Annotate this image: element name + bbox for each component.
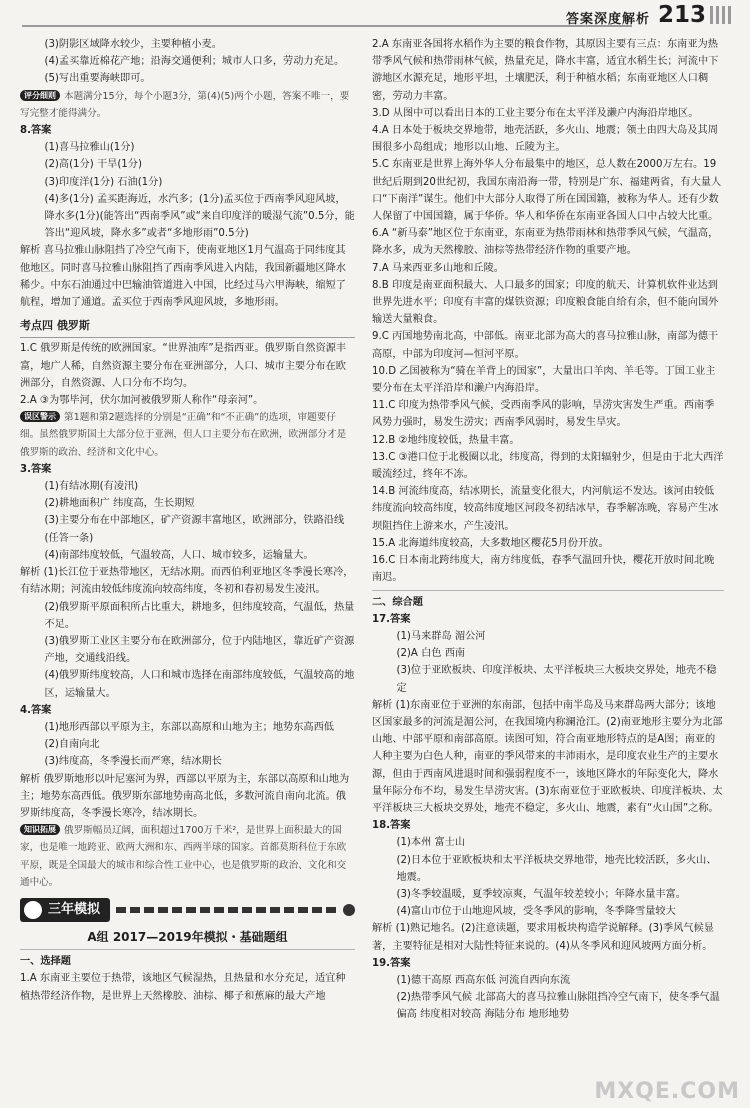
- page-header: [0, 0, 750, 32]
- answer-line: (4)富山市位于山地迎风坡，受冬季风的影响，冬季降雪量较大: [396, 906, 676, 918]
- section-banner: [20, 897, 355, 923]
- explanation: 解析 (1)熟记地名。(2)注意读题，要求用板块构造学说解释。(3)季风气候显著，主要特征是相对大陆性特征来说的。(4)从冬季风和迎风坡两方面分析。: [372, 923, 714, 952]
- answer-line: (3)冬季较温暖，夏季较凉爽，气温年较差较小；年降水量丰富。: [396, 888, 686, 900]
- answer-line: 8.B 印度是南亚面积最大、人口最多的国家；印度的航天、计算机软件业达到世界先进水平；印度有丰富的煤铁资源；印度粮食能自给有余，但不能向国外输送大量粮食。: [372, 279, 719, 326]
- answer-line: 11.C 印度为热带季风气候，受西南季风的影响，旱涝灾害发生严重。西南季风势力强时，易发生涝灾；西南季风弱时，易发生旱灾。: [372, 400, 715, 429]
- answer-line: (2)自南向北: [44, 739, 100, 751]
- answer-line: (2)热带季风气候 北部高大的喜马拉雅山脉阻挡冷空气南下，使冬季气温偏高 纬度相对较高 海陆分布 地形地势: [396, 992, 720, 1021]
- page-number: 213: [657, 2, 706, 28]
- answer-line: (1)马来群岛 湄公河: [396, 630, 486, 642]
- score-text: 本题满分15分，每个小题3分，第(4)(5)两个小题，答案不唯一，要写完整才能得满分。: [20, 90, 350, 119]
- question-head: 3.答案: [20, 463, 52, 475]
- explanation: (3)俄罗斯工业区主要分布在欧洲部分，位于内陆地区，靠近矿产资源产地，交通线沿线。: [44, 635, 355, 665]
- answer-line: 5.C 东南亚是世界上海外华人分布最集中的地区，总人数在2000万左右。19世纪后期到20世纪初，我国东南沿海一带，特别是广东、福建两省，有大量人口“下南洋”谋生。他们中大部分人取得了所在国国籍，被称为华人。还有少数人保留了中国国籍，属于华侨。华人和华侨在东南亚各国人口中占较大比重。: [372, 159, 722, 223]
- knowledge-text: 俄罗斯幅员辽阔，面积超过1700万千米²，是世界上面积最大的国家，也是唯一地跨亚、欧两大洲和东、西两半球的国家。首都莫斯科位于东欧平原，既是全国最大的城市和综合性工业中心，也是俄罗斯的政治、文化和交通中心。: [20, 825, 347, 888]
- explanation: 解析 喜马拉雅山脉阻挡了冷空气南下，使南亚地区1月气温高于同纬度其他地区。同时喜马拉雅山脉阻挡了西南季风进入内陆，我国新疆地区降水稀少。中东石油通过中巴输油管道进入中国，比经过马六甲海峡，缩短了航程，增加了通道。孟买位于西南季风迎风坡，多地形雨。: [20, 245, 346, 309]
- question-head: 8.答案: [20, 125, 52, 137]
- banner-end-decoration: [343, 904, 355, 916]
- question-head: 19.答案: [372, 957, 411, 969]
- score-tag: 评分细则: [20, 90, 60, 101]
- knowledge-tag: 知识拓展: [20, 824, 60, 835]
- header-rule: [22, 25, 632, 27]
- answer-line: 6.A “新马泰”地区位于东南亚，东南亚为热带雨林和热带季风气候，气温高，降水多，成为天然橡胶、油棕等热带经济作物的重要产地。: [372, 228, 719, 257]
- section-title: 考点四 俄罗斯: [20, 319, 90, 333]
- answer-line: 2.A ③为鄂毕河，伏尔加河被俄罗斯人称作“母亲河”。: [20, 395, 264, 407]
- answer-line: 2.A 东南亚各国将水稻作为主要的粮食作物，其原因主要有三点：东南亚为热带季风气候和热带雨林气候，热量充足，降水丰富，适宜水稻生长；河流中下游地区水源充足，地形平坦，土壤肥沃，利于种植水稻；东南亚地区人口稠密，劳动力丰富。: [372, 39, 719, 102]
- question-head: 17.答案: [372, 613, 411, 625]
- mascot-icon: [24, 901, 42, 919]
- explanation: 解析 俄罗斯地形以叶尼塞河为界，西部以平原为主，东部以高原和山地为主；地势东高西低。俄罗斯东部地势南高北低，多数河流自南向北流。俄罗斯纬度高，冬季漫长寒冷，结冰期长。: [20, 773, 350, 819]
- subsection-heading: 一、选择题: [20, 956, 71, 968]
- subsection-heading: 二、综合题: [372, 596, 423, 608]
- answer-line: 16.C 日本南北跨纬度大，南方纬度低，春季气温回升快，樱花开放时间北晚南迟。: [372, 555, 715, 584]
- left-column: [20, 36, 355, 1005]
- explanation: 解析 (1)东南亚位于亚洲的东南部，包括中南半岛及马来群岛两大部分；该地区国家最多的河流是湄公河，在我国境内称澜沧江。(2)南亚地形主要分为北部山地、中部平原和南部高原。读图可知，符合南亚地形特点的是A图；南亚的人种主要为白色人种，南亚的季风带来的丰沛雨水，是印度农业生产的主要水源，但由于西南风进退时间和强弱程度不一，该地区降水的年际变化大，降水量年际分布不均，易发生旱涝灾害。(3)东南亚位于亚欧板块、印度洋板块、太平洋板块三大板块交界处，地壳不稳定，多火山、地震，素有“火山国”之称。: [372, 699, 723, 814]
- knowledge-note: [20, 822, 355, 891]
- group-heading: A组 2017—2019年模拟・基础题组: [87, 929, 288, 944]
- answer-line: (3)阴影区域降水较少，主要种植小麦。: [44, 39, 222, 50]
- answer-line: (3)位于亚欧板块、印度洋板块、太平洋板块三大板块交界处，地壳不稳定: [396, 665, 717, 694]
- answer-line: 1.C 俄罗斯是传统的欧洲国家。“世界油库”是指西亚。俄罗斯自然资源丰富，地广人稀，自然资源主要分布在亚洲部分，人口、城市主要分布在欧洲部分，自然资源、人口分布不均匀。: [20, 343, 347, 389]
- explanation: (2)俄罗斯平原面积所占比重大，耕地多，但纬度较高，气温低，热量不足。: [44, 601, 355, 630]
- header-title: 答案深度解析: [565, 12, 650, 27]
- warning-note: [20, 409, 355, 461]
- answer-line: (3)主要分布在中部地区，矿产资源丰富地区，欧洲部分，铁路沿线(任答一条): [44, 515, 345, 544]
- answer-line: (2)A 白色 西南: [396, 648, 466, 660]
- answer-line: (3)纬度高，冬季漫长而严寒，结冰期长: [44, 756, 222, 768]
- question-head: 4.答案: [20, 704, 52, 716]
- answer-line: 13.C ③港口位于北极圈以北，纬度高，得到的太阳辐射少，但是由于北大西洋暖流经过，终年不冻。: [372, 451, 724, 481]
- answer-line: 10.D 乙国被称为“骑在羊背上的国家”，大量出口羊肉、羊毛等。丁国工业主要分布在太平洋沿岸和濑户内海沿岸。: [372, 365, 716, 395]
- header-stripe-decoration: [710, 6, 732, 24]
- explanation: (4)俄罗斯纬度较高，人口和城市选择在南部纬度较低，气温较高的地区，运输量大。: [44, 670, 355, 699]
- explanation: 解析 (1)长江位于亚热带地区，无结冰期。而西伯利亚地区冬季漫长寒冷，有结冰期；河流由较低纬度流向较高纬度，冬初和春初易发生凌汛。: [20, 567, 354, 596]
- answer-line: (2)高(1分) 干旱(1分): [44, 159, 142, 171]
- answer-line: (3)印度洋(1分) 石油(1分): [44, 176, 163, 188]
- answer-line: (4)孟买靠近棉花产地；沿海交通便利；城市人口多，劳动力充足。: [44, 56, 345, 68]
- banner-dots-decoration: [116, 907, 339, 913]
- answer-line: (1)地形西部以平原为主，东部以高原和山地为主；地势东高西低: [44, 721, 334, 733]
- answer-line: (2)日本位于亚欧板块和太平洋板块交界地带，地壳比较活跃，多火山、地震。: [396, 854, 717, 883]
- banner-label: [20, 898, 110, 921]
- answer-line: 1.A 东南亚主要位于热带，该地区气候湿热，且热量和水分充足，适宜种植热带经济作物，是世界上天然橡胶、油棕、椰子和蕉麻的最大产地: [20, 973, 346, 1002]
- answer-line: (5)写出重要海峡即可。: [44, 73, 151, 85]
- answer-line: 9.C 丙国地势南北高，中部低。南亚北部为高大的喜马拉雅山脉，南部为德干高原，中部为印度河—恒河平原。: [372, 331, 719, 360]
- answer-line: (1)喜马拉雅山(1分): [44, 142, 135, 154]
- warning-tag: 误区警示: [20, 411, 60, 422]
- section-rule: [20, 337, 355, 338]
- question-head: 18.答案: [372, 820, 411, 832]
- divider: [20, 949, 355, 950]
- answer-line: (4)南部纬度较低，气温较高，人口、城市较多，运输量大。: [44, 549, 314, 561]
- answer-line: (1)本州 富士山: [396, 837, 466, 849]
- warning-text: 第1题和第2题选择的分别是“正确”和“不正确”的选项，审题要仔细。虽然俄罗斯国土大部分位于亚洲，但人口主要分布在欧洲，欧洲部分才是俄罗斯的政治、经济和文化中心。: [20, 412, 347, 458]
- answer-line: 12.B ②地纬度较低，热量丰富。: [372, 434, 520, 446]
- watermark: MXQE.COM: [594, 1079, 740, 1104]
- answer-line: (1)有结冰期(有凌汛): [44, 481, 139, 493]
- banner-text: 三年模拟: [48, 902, 101, 918]
- answer-line: 14.B 河流纬度高，结冰期长，流量变化很大，内河航运不发达。该河由较低纬度流向较高纬度，较高纬度地区河段冬初结冰早，春季解冻晚，容易产生冰坝阻挡住上游来水，产生凌汛。: [372, 486, 719, 532]
- answer-line: 7.A 马来西亚多山地和丘陵。: [372, 262, 504, 274]
- right-column: [372, 36, 724, 1024]
- section-heading: [20, 317, 355, 338]
- answer-line: 15.A 北海道纬度较高，大多数地区樱花5月份开放。: [372, 537, 609, 549]
- answer-line: (4)多(1分) 孟买距海近，水汽多；(1分)孟买位于西南季风迎风坡，降水多(1分)(能答出“西南季风”或“来自印度洋的暖湿气流”0.5分，能答出“迎风坡，降水多”或者“多地形雨”0.5分): [44, 193, 355, 240]
- answer-line: (1)德干高原 西高东低 河流自西向东流: [396, 974, 571, 986]
- score-note: [20, 88, 355, 122]
- answer-line: (2)耕地面积广 纬度高，生长期短: [44, 498, 195, 510]
- answer-line: 3.D 从图中可以看出日本的工业主要分布在太平洋及濑户内海沿岸地区。: [372, 107, 699, 119]
- divider: [372, 590, 724, 591]
- answer-line: 4.A 日本处于板块交界地带，地壳活跃，多火山、地震；领土由四大岛及其周围很多小岛组成；地形以山地、丘陵为主。: [372, 125, 718, 154]
